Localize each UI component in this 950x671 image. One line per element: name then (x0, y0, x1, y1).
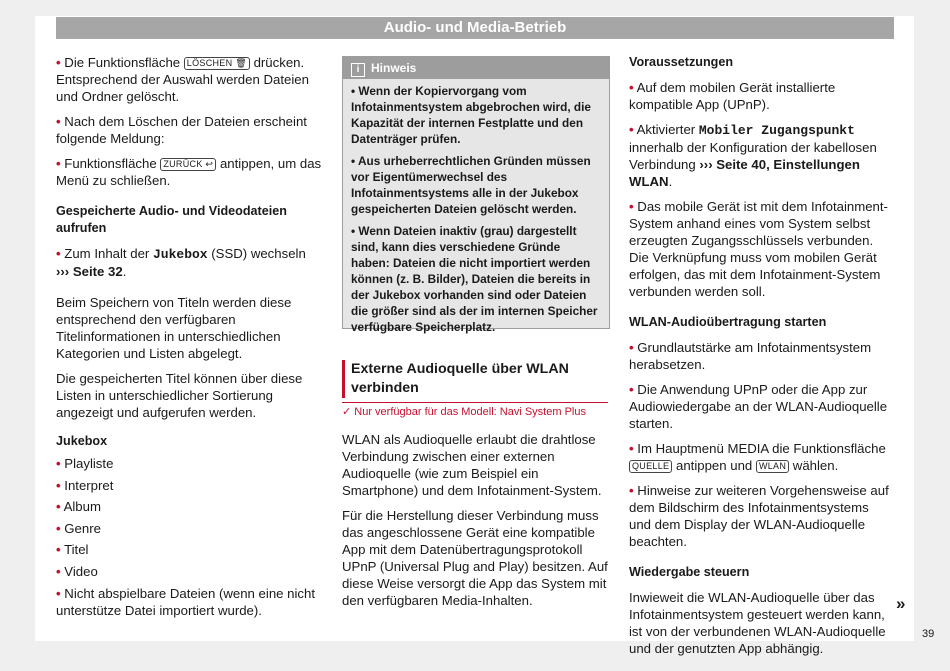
note-item: • Aus urheberrechtlichen Gründen müssen vor Eigentümerwechsel des Infotainmentsystems alle in der Jukebox gespeicherten Dateien gelöscht werden. (351, 154, 591, 216)
divider (342, 402, 608, 403)
source-button: QUELLE (629, 460, 672, 473)
list-item: • Titel (56, 542, 89, 557)
middle-column (342, 431, 608, 617)
list-item: • Zum Inhalt der Jukebox (SSD) wechseln ››› Seite 32. (56, 246, 306, 279)
list-item: • Funktionsfläche ZURÜCK ↩ antippen, um das Menü zu schließen. (56, 156, 322, 188)
note-title-bar: i Hinweis (343, 57, 609, 79)
page-header: Audio- und Media-Betrieb (56, 17, 894, 39)
back-button: ZURÜCK ↩ (160, 158, 216, 171)
list-item: • Video (56, 563, 98, 579)
list-item: • Grundlautstärke am Infotainmentsystem herabsetzen. (629, 340, 872, 372)
left-column (56, 54, 326, 619)
paragraph: Inwieweit die WLAN-Audioquelle über das Infotainmentsystem gesteuert werden kann, ist von der verbundenen WLAN-Audioquelle und der genutzten App abhängig. (629, 590, 886, 656)
note-box (342, 56, 610, 334)
list-item: • Album (56, 499, 101, 514)
list-item: • Playliste (56, 456, 114, 471)
page-reference-link[interactable]: ››› Seite 32 (56, 264, 123, 279)
paragraph: Für die Herstellung dieser Verbindung muss das angeschlossene Gerät eine kompatible App mit dem Datenübertragungsprotokoll UPnP (Universal Plug and Play) besitzen. Auf diese Weise versorgt die App das System mit den verfügbaren Media-Inhalten. (342, 508, 608, 608)
section-heading: WLAN-Audioübertragung starten (629, 315, 827, 329)
list-item: • Genre (56, 520, 101, 536)
list-item: • Die Funktionsfläche LÖSCHEN 🗑 drücken. Entsprechend der Auswahl werden Dateien und Ordner gelöscht. (56, 55, 309, 104)
wlan-button: WLAN (756, 460, 789, 473)
list-item: • Im Hauptmenü MEDIA die Funktionsfläche QUELLE antippen und WLAN wählen. (629, 441, 886, 473)
list-item: • Nicht abspielbare Dateien (wenn eine nicht unterstütze Datei importiert wurde). (56, 586, 316, 618)
section-heading: Wiedergabe steuern (629, 565, 750, 579)
section-heading: Gespeicherte Audio- und Videodateien aufrufen (56, 204, 287, 235)
page-number: 39 (922, 628, 935, 640)
availability-note: ✓ Nur verfügbar für das Modell: Navi System Plus (342, 406, 586, 418)
delete-button: LÖSCHEN 🗑 (184, 57, 250, 70)
right-column (629, 54, 894, 665)
list-item: • Auf dem mobilen Gerät installierte kompatible App (UPnP). (629, 80, 836, 112)
jukebox-list (56, 453, 326, 619)
paragraph: WLAN als Audioquelle erlaubt die drahtlose Verbindung zwischen einer externen Audioquelle (wie zum Beispiel ein Smartphone) und dem Infotainment-System. (342, 432, 602, 498)
list-item: • Das mobile Gerät ist mit dem Infotainment-System anhand eines vom System selbst erzeugten Zugangsschlüssels verbunden. Die Verknüpfung muss vom mobilen Gerät erfolgen, das mit dem Infotainment-System verbunden werden soll. (629, 199, 888, 299)
continue-arrow-icon: » (896, 594, 906, 613)
list-item: • Hinweise zur weiteren Vorgehensweise auf dem Bildschirm des Infotainmentsystems und dem Display der WLAN-Audioquelle beachten. (629, 483, 889, 549)
list-item: • Die Anwendung UPnP oder die App zur Audiowiedergabe an der WLAN-Audioquelle starten. (629, 382, 888, 431)
page-reference-link[interactable]: ››› Seite 40, Einstellungen WLAN (629, 157, 860, 189)
section-title: Externe Audioquelle über WLAN verbinden (342, 360, 617, 398)
paragraph: Die gespeicherten Titel können über diese Listen in unterschiedlicher Sortierung angezeigt und aufgerufen werden. (56, 371, 303, 420)
paragraph: Beim Speichern von Titeln werden diese entsprechend den verfügbaren Titelinformationen in unterschiedlichen Kategorien und Listen abgelegt. (56, 295, 292, 361)
list-item: • Aktivierter Mobiler Zugangspunkt innerhalb der Konfiguration der kabellosen Verbindung ››› Seite 40, Einstellungen WLAN. (629, 122, 877, 189)
info-icon: i (351, 63, 365, 77)
section-heading: Jukebox (56, 434, 108, 448)
note-item: • Wenn der Kopiervorgang vom Infotainmentsystem abgebrochen wird, die Kapazität der internen Festplatte und den Datenträger prüfen. (351, 84, 591, 146)
list-item: • Interpret (56, 477, 114, 493)
list-item: • Nach dem Löschen der Dateien erscheint folgende Meldung: (56, 114, 307, 146)
section-heading: Voraussetzungen (629, 55, 734, 69)
note-item: • Wenn Dateien inaktiv (grau) dargestellt sind, kann dies verschiedene Gründe haben: Dateien die nicht importiert werden können (z. B. Bilder), Dateien die bereits in der Jukebox vorhanden sind oder Dateien die größer sind als der im internen Speicher verfügbare Speicherplatz. (351, 224, 598, 334)
